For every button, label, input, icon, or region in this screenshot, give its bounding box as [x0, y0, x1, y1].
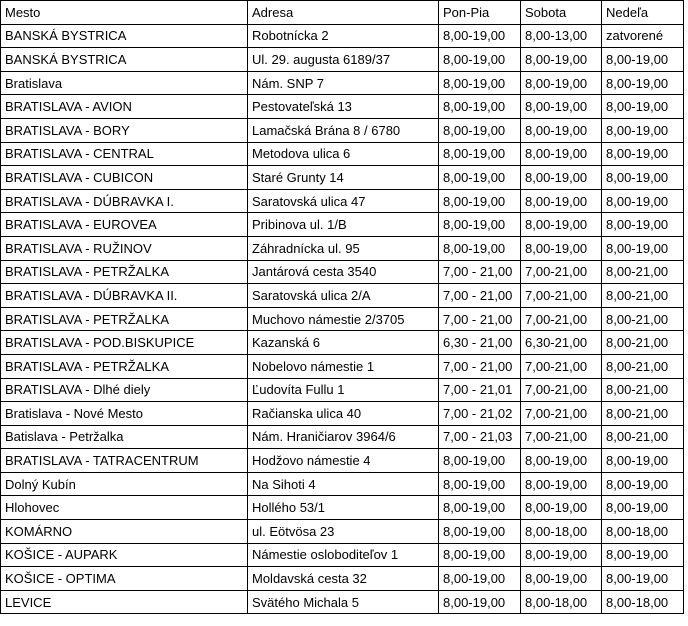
mon-fri-hours-cell: 8,00-19,00 — [439, 213, 521, 237]
saturday-hours-cell: 8,00-19,00 — [521, 543, 602, 567]
address-cell: Jantárová cesta 3540 — [248, 260, 439, 284]
sunday-hours-cell: 8,00-21,00 — [602, 284, 684, 308]
city-cell: Hlohovec — [1, 496, 248, 520]
city-cell: BRATISLAVA - PETRŽALKA — [1, 307, 248, 331]
city-cell: Batislava - Petržalka — [1, 425, 248, 449]
sunday-hours-cell: 8,00-19,00 — [602, 48, 684, 72]
city-cell: KOŠICE - OPTIMA — [1, 567, 248, 591]
sunday-hours-cell: 8,00-19,00 — [602, 189, 684, 213]
address-cell: Nám. Hraničiarov 3964/6 — [248, 425, 439, 449]
mon-fri-hours-cell: 8,00-19,00 — [439, 496, 521, 520]
sunday-hours-cell: 8,00-19,00 — [602, 543, 684, 567]
saturday-hours-cell: 8,00-19,00 — [521, 496, 602, 520]
address-cell: Metodova ulica 6 — [248, 142, 439, 166]
table-row — [1, 354, 684, 378]
address-cell: Kazanská 6 — [248, 331, 439, 355]
table-row — [1, 543, 684, 567]
city-cell: Bratislava — [1, 71, 248, 95]
mon-fri-hours-cell: 7,00 - 21,02 — [439, 402, 521, 426]
header-address: Adresa — [248, 1, 439, 25]
city-cell: BRATISLAVA - EUROVEA — [1, 213, 248, 237]
mon-fri-hours-cell: 8,00-19,00 — [439, 95, 521, 119]
address-cell: Lamačská Brána 8 / 6780 — [248, 118, 439, 142]
address-cell: Račianska ulica 40 — [248, 402, 439, 426]
city-cell: BRATISLAVA - Dlhé diely — [1, 378, 248, 402]
city-cell: BRATISLAVA - DÚBRAVKA II. — [1, 284, 248, 308]
mon-fri-hours-cell: 8,00-19,00 — [439, 236, 521, 260]
address-cell: Svätého Michala 5 — [248, 590, 439, 614]
sunday-hours-cell: 8,00-21,00 — [602, 307, 684, 331]
table-row — [1, 213, 684, 237]
sunday-hours-cell: 8,00-19,00 — [602, 213, 684, 237]
address-cell: Staré Grunty 14 — [248, 166, 439, 190]
saturday-hours-cell: 8,00-19,00 — [521, 236, 602, 260]
sunday-hours-cell: 8,00-19,00 — [602, 71, 684, 95]
sunday-hours-cell: 8,00-19,00 — [602, 567, 684, 591]
mon-fri-hours-cell: 7,00 - 21,00 — [439, 354, 521, 378]
saturday-hours-cell: 8,00-19,00 — [521, 142, 602, 166]
city-cell: Bratislava - Nové Mesto — [1, 402, 248, 426]
address-cell: Nám. SNP 7 — [248, 71, 439, 95]
mon-fri-hours-cell: 8,00-19,00 — [439, 449, 521, 473]
table-row — [1, 496, 684, 520]
address-cell: Na Sihoti 4 — [248, 472, 439, 496]
city-cell: BRATISLAVA - BORY — [1, 118, 248, 142]
saturday-hours-cell: 8,00-19,00 — [521, 71, 602, 95]
table-row — [1, 378, 684, 402]
saturday-hours-cell: 7,00-21,00 — [521, 354, 602, 378]
sunday-hours-cell: 8,00-21,00 — [602, 425, 684, 449]
city-cell: BRATISLAVA - DÚBRAVKA I. — [1, 189, 248, 213]
address-cell: Nobelovo námestie 1 — [248, 354, 439, 378]
city-cell: KOMÁRNO — [1, 520, 248, 544]
sunday-hours-cell: 8,00-18,00 — [602, 520, 684, 544]
address-cell: Robotnícka 2 — [248, 24, 439, 48]
city-cell: KOŠICE - AUPARK — [1, 543, 248, 567]
header-mon-fri: Pon-Pia — [439, 1, 521, 25]
saturday-hours-cell: 8,00-19,00 — [521, 567, 602, 591]
sunday-hours-cell: 8,00-19,00 — [602, 142, 684, 166]
address-cell: Pribinova ul. 1/B — [248, 213, 439, 237]
saturday-hours-cell: 8,00-19,00 — [521, 118, 602, 142]
address-cell: Hodžovo námestie 4 — [248, 449, 439, 473]
saturday-hours-cell: 8,00-19,00 — [521, 472, 602, 496]
address-cell: Saratovská ulica 47 — [248, 189, 439, 213]
address-cell: Saratovská ulica 2/A — [248, 284, 439, 308]
mon-fri-hours-cell: 6,30 - 21,00 — [439, 331, 521, 355]
table-row — [1, 449, 684, 473]
city-cell: LEVICE — [1, 590, 248, 614]
sunday-hours-cell: 8,00-21,00 — [602, 378, 684, 402]
address-cell: Ul. 29. augusta 6189/37 — [248, 48, 439, 72]
mon-fri-hours-cell: 7,00 - 21,03 — [439, 425, 521, 449]
sunday-hours-cell: 8,00-21,00 — [602, 331, 684, 355]
mon-fri-hours-cell: 8,00-19,00 — [439, 472, 521, 496]
saturday-hours-cell: 8,00-13,00 — [521, 24, 602, 48]
mon-fri-hours-cell: 7,00 - 21,01 — [439, 378, 521, 402]
table-row — [1, 48, 684, 72]
saturday-hours-cell: 7,00-21,00 — [521, 260, 602, 284]
sunday-hours-cell: zatvorené — [602, 24, 684, 48]
table-row — [1, 590, 684, 614]
saturday-hours-cell: 7,00-21,00 — [521, 402, 602, 426]
table-row — [1, 331, 684, 355]
table-row — [1, 118, 684, 142]
sunday-hours-cell: 8,00-19,00 — [602, 449, 684, 473]
city-cell: BRATISLAVA - POD.BISKUPICE — [1, 331, 248, 355]
mon-fri-hours-cell: 8,00-19,00 — [439, 166, 521, 190]
city-cell: Dolný Kubín — [1, 472, 248, 496]
sunday-hours-cell: 8,00-21,00 — [602, 260, 684, 284]
saturday-hours-cell: 7,00-21,00 — [521, 378, 602, 402]
address-cell: Ľudovíta Fullu 1 — [248, 378, 439, 402]
sunday-hours-cell: 8,00-19,00 — [602, 118, 684, 142]
saturday-hours-cell: 8,00-19,00 — [521, 95, 602, 119]
mon-fri-hours-cell: 7,00 - 21,00 — [439, 307, 521, 331]
mon-fri-hours-cell: 8,00-19,00 — [439, 189, 521, 213]
table-row — [1, 402, 684, 426]
address-cell: ul. Eötvösa 23 — [248, 520, 439, 544]
sunday-hours-cell: 8,00-19,00 — [602, 166, 684, 190]
sunday-hours-cell: 8,00-19,00 — [602, 236, 684, 260]
address-cell: Muchovo námestie 2/3705 — [248, 307, 439, 331]
table-row — [1, 189, 684, 213]
address-cell: Hollého 53/1 — [248, 496, 439, 520]
header-row — [1, 1, 684, 25]
mon-fri-hours-cell: 8,00-19,00 — [439, 118, 521, 142]
mon-fri-hours-cell: 8,00-19,00 — [439, 543, 521, 567]
table-row — [1, 24, 684, 48]
sunday-hours-cell: 8,00-19,00 — [602, 95, 684, 119]
mon-fri-hours-cell: 7,00 - 21,00 — [439, 260, 521, 284]
table-row — [1, 567, 684, 591]
city-cell: BANSKÁ BYSTRICA — [1, 48, 248, 72]
saturday-hours-cell: 8,00-18,00 — [521, 520, 602, 544]
mon-fri-hours-cell: 7,00 - 21,00 — [439, 284, 521, 308]
header-city: Mesto — [1, 1, 248, 25]
city-cell: BANSKÁ BYSTRICA — [1, 24, 248, 48]
header-sunday: Nedeľa — [602, 1, 684, 25]
saturday-hours-cell: 7,00-21,00 — [521, 425, 602, 449]
address-cell: Námestie osloboditeľov 1 — [248, 543, 439, 567]
mon-fri-hours-cell: 8,00-19,00 — [439, 567, 521, 591]
table-row — [1, 520, 684, 544]
city-cell: BRATISLAVA - TATRACENTRUM — [1, 449, 248, 473]
table-row — [1, 142, 684, 166]
address-cell: Záhradnícka ul. 95 — [248, 236, 439, 260]
table-row — [1, 425, 684, 449]
table-row — [1, 307, 684, 331]
mon-fri-hours-cell: 8,00-19,00 — [439, 590, 521, 614]
city-cell: BRATISLAVA - CUBICON — [1, 166, 248, 190]
city-cell: BRATISLAVA - RUŽINOV — [1, 236, 248, 260]
sunday-hours-cell: 8,00-19,00 — [602, 496, 684, 520]
saturday-hours-cell: 8,00-19,00 — [521, 189, 602, 213]
saturday-hours-cell: 8,00-19,00 — [521, 449, 602, 473]
mon-fri-hours-cell: 8,00-19,00 — [439, 142, 521, 166]
table-row — [1, 71, 684, 95]
saturday-hours-cell: 6,30-21,00 — [521, 331, 602, 355]
sunday-hours-cell: 8,00-19,00 — [602, 472, 684, 496]
mon-fri-hours-cell: 8,00-19,00 — [439, 520, 521, 544]
saturday-hours-cell: 8,00-19,00 — [521, 48, 602, 72]
city-cell: BRATISLAVA - PETRŽALKA — [1, 354, 248, 378]
sunday-hours-cell: 8,00-18,00 — [602, 590, 684, 614]
saturday-hours-cell: 7,00-21,00 — [521, 307, 602, 331]
table-row — [1, 236, 684, 260]
table-row — [1, 95, 684, 119]
mon-fri-hours-cell: 8,00-19,00 — [439, 24, 521, 48]
table-row — [1, 166, 684, 190]
mon-fri-hours-cell: 8,00-19,00 — [439, 48, 521, 72]
address-cell: Pestovateľská 13 — [248, 95, 439, 119]
city-cell: BRATISLAVA - CENTRAL — [1, 142, 248, 166]
saturday-hours-cell: 8,00-19,00 — [521, 166, 602, 190]
table-row — [1, 284, 684, 308]
mon-fri-hours-cell: 8,00-19,00 — [439, 71, 521, 95]
saturday-hours-cell: 8,00-19,00 — [521, 213, 602, 237]
city-cell: BRATISLAVA - AVION — [1, 95, 248, 119]
table-row — [1, 260, 684, 284]
address-cell: Moldavská cesta 32 — [248, 567, 439, 591]
sunday-hours-cell: 8,00-21,00 — [602, 354, 684, 378]
saturday-hours-cell: 8,00-18,00 — [521, 590, 602, 614]
sunday-hours-cell: 8,00-21,00 — [602, 402, 684, 426]
table-row — [1, 472, 684, 496]
saturday-hours-cell: 7,00-21,00 — [521, 284, 602, 308]
city-cell: BRATISLAVA - PETRŽALKA — [1, 260, 248, 284]
header-saturday: Sobota — [521, 1, 602, 25]
